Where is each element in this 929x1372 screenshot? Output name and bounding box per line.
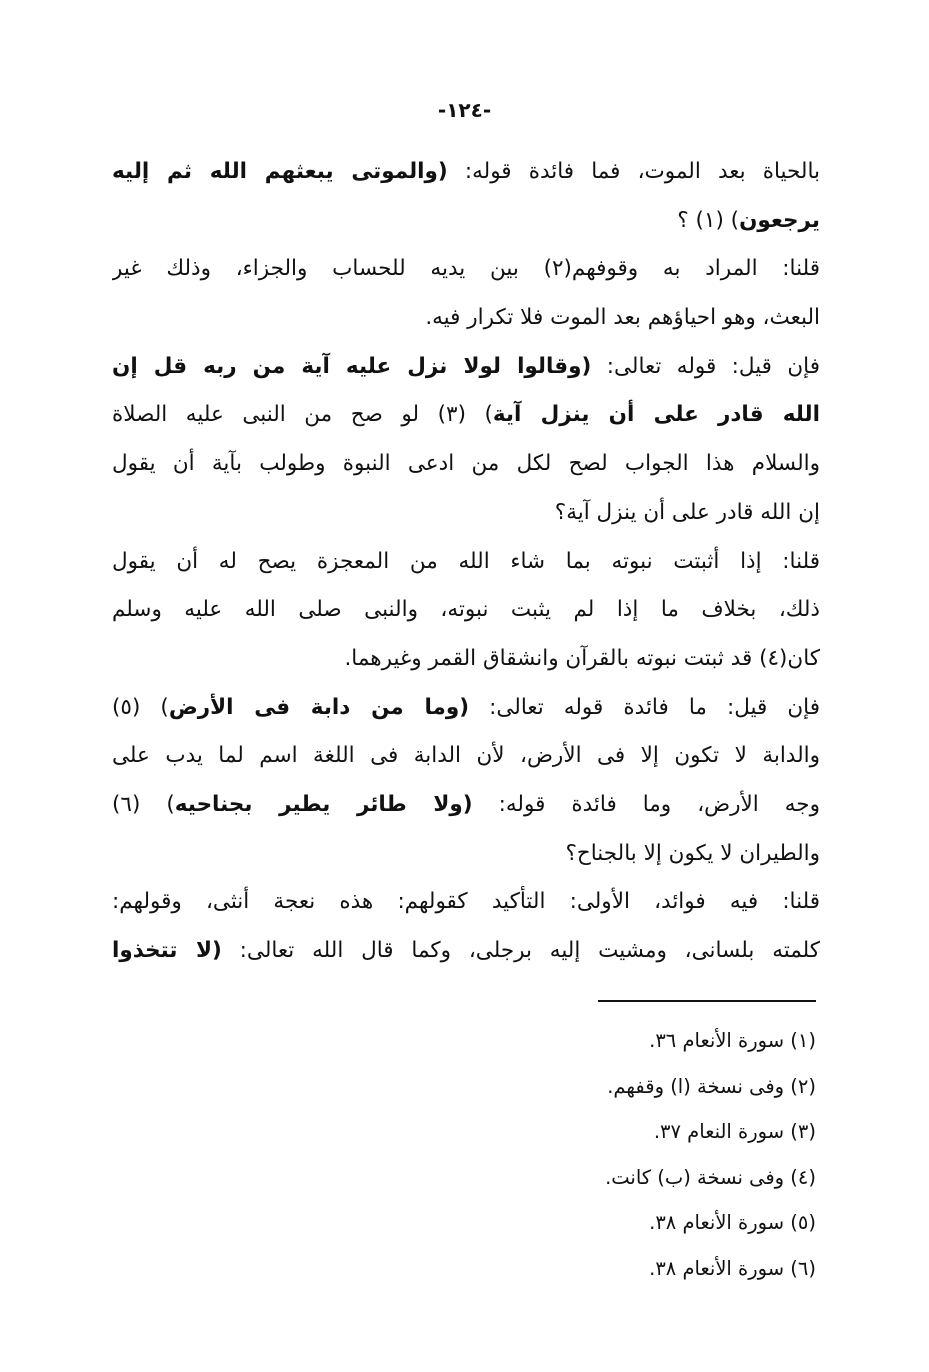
quran-quote: الله قادر على أن ينزل آية	[492, 402, 820, 428]
text-line	[112, 343, 820, 392]
text-segment: بالحياة بعد الموت، فما فائدة قوله:	[447, 159, 820, 184]
text-line	[112, 586, 820, 635]
text-segment: ) (٣) لو صح من النبى عليه الصلاة	[112, 402, 493, 428]
quran-quote: يرجعون	[739, 207, 820, 233]
text-line	[112, 245, 820, 294]
text-line	[112, 148, 820, 197]
footnote: (٤) وفى نسخة (ب) كانت.	[605, 1165, 816, 1189]
text-segment: كلمته بلسانى، ومشيت إليه برجلى، وكما قال الله تعالى:	[221, 938, 820, 963]
text-segment: ) (١) ؟	[677, 207, 740, 233]
text-line	[112, 830, 820, 879]
main-text-body	[112, 148, 820, 976]
footnote: (٢) وفى نسخة (ا) وقفهم.	[607, 1074, 816, 1098]
quran-quote: (لا تتخذوا	[112, 938, 222, 963]
text-segment: ذلك، بخلاف ما إذا لم يثبت نبوته، والنبى صلى الله عليه وسلم	[112, 597, 820, 623]
text-segment: وجه الأرض، وما فائدة قوله:	[472, 791, 820, 817]
text-line	[112, 294, 820, 343]
text-segment: ) (٦)	[112, 791, 175, 817]
quran-quote: (والموتى يبعثهم الله ثم إليه	[112, 159, 448, 184]
text-segment: البعث، وهو احياؤهم بعد الموت فلا تكرار فيه.	[425, 305, 820, 331]
quran-quote: (وما من دابة فى الأرض	[168, 694, 470, 720]
footnote: (٣) سورة النعام ٣٧.	[653, 1120, 816, 1143]
text-line	[112, 197, 820, 246]
footnote: (١) سورة الأنعام ٣٦.	[649, 1029, 816, 1052]
text-line	[112, 489, 820, 538]
text-segment: قلنا: المراد به وقوفهم(٢) بين يديه للحساب والجزاء، وذلك غير	[112, 256, 820, 282]
text-line	[112, 538, 820, 587]
text-line	[112, 391, 820, 440]
quran-quote: (ولا طائر يطير بجناحيه	[174, 791, 473, 817]
text-line	[112, 927, 820, 976]
footnote: (٦) سورة الأنعام ٣٨.	[649, 1256, 816, 1280]
text-segment: فإن قيل: قوله تعالى:	[591, 353, 820, 379]
text-line	[112, 440, 820, 489]
footnotes-section	[300, 1018, 816, 1291]
text-segment: والدابة لا تكون إلا فى الأرض، لأن الدابة فى اللغة اسم لما يدب على	[112, 743, 820, 769]
text-segment: ) (٥)	[112, 694, 169, 720]
footnote: (٥) سورة الأنعام ٣٨.	[649, 1211, 816, 1234]
text-segment: قلنا: إذا أثبتت نبوته بما شاء الله من المعجزة يصح له أن يقول	[112, 548, 820, 574]
text-segment: كان(٤) قد ثبتت نبوته بالقرآن وانشقاق القمر وغيرهما.	[344, 645, 820, 671]
text-segment: قلنا: فيه فوائد، الأولى: التأكيد كقولهم: هذه نعجة أنثى، وقولهم:	[112, 889, 820, 915]
text-line	[112, 781, 820, 830]
text-segment: والسلام هذا الجواب لصح لكل من ادعى النبوة وطولب بآية أن يقول	[112, 451, 820, 477]
text-line	[112, 732, 820, 781]
text-line	[112, 878, 820, 927]
text-segment: فإن قيل: ما فائدة قوله تعالى:	[469, 694, 820, 720]
page-number: -١٢٤-	[437, 98, 492, 122]
text-segment: إن الله قادر على أن ينزل آية؟	[554, 499, 820, 525]
text-segment: والطيران لا يكون إلا بالجناح؟	[565, 840, 820, 866]
text-line	[112, 635, 820, 684]
text-line	[112, 684, 820, 733]
footnote-divider	[598, 1000, 816, 1002]
quran-quote: (وقالوا لولا نزل عليه آية من ربه قل إن	[112, 353, 592, 379]
